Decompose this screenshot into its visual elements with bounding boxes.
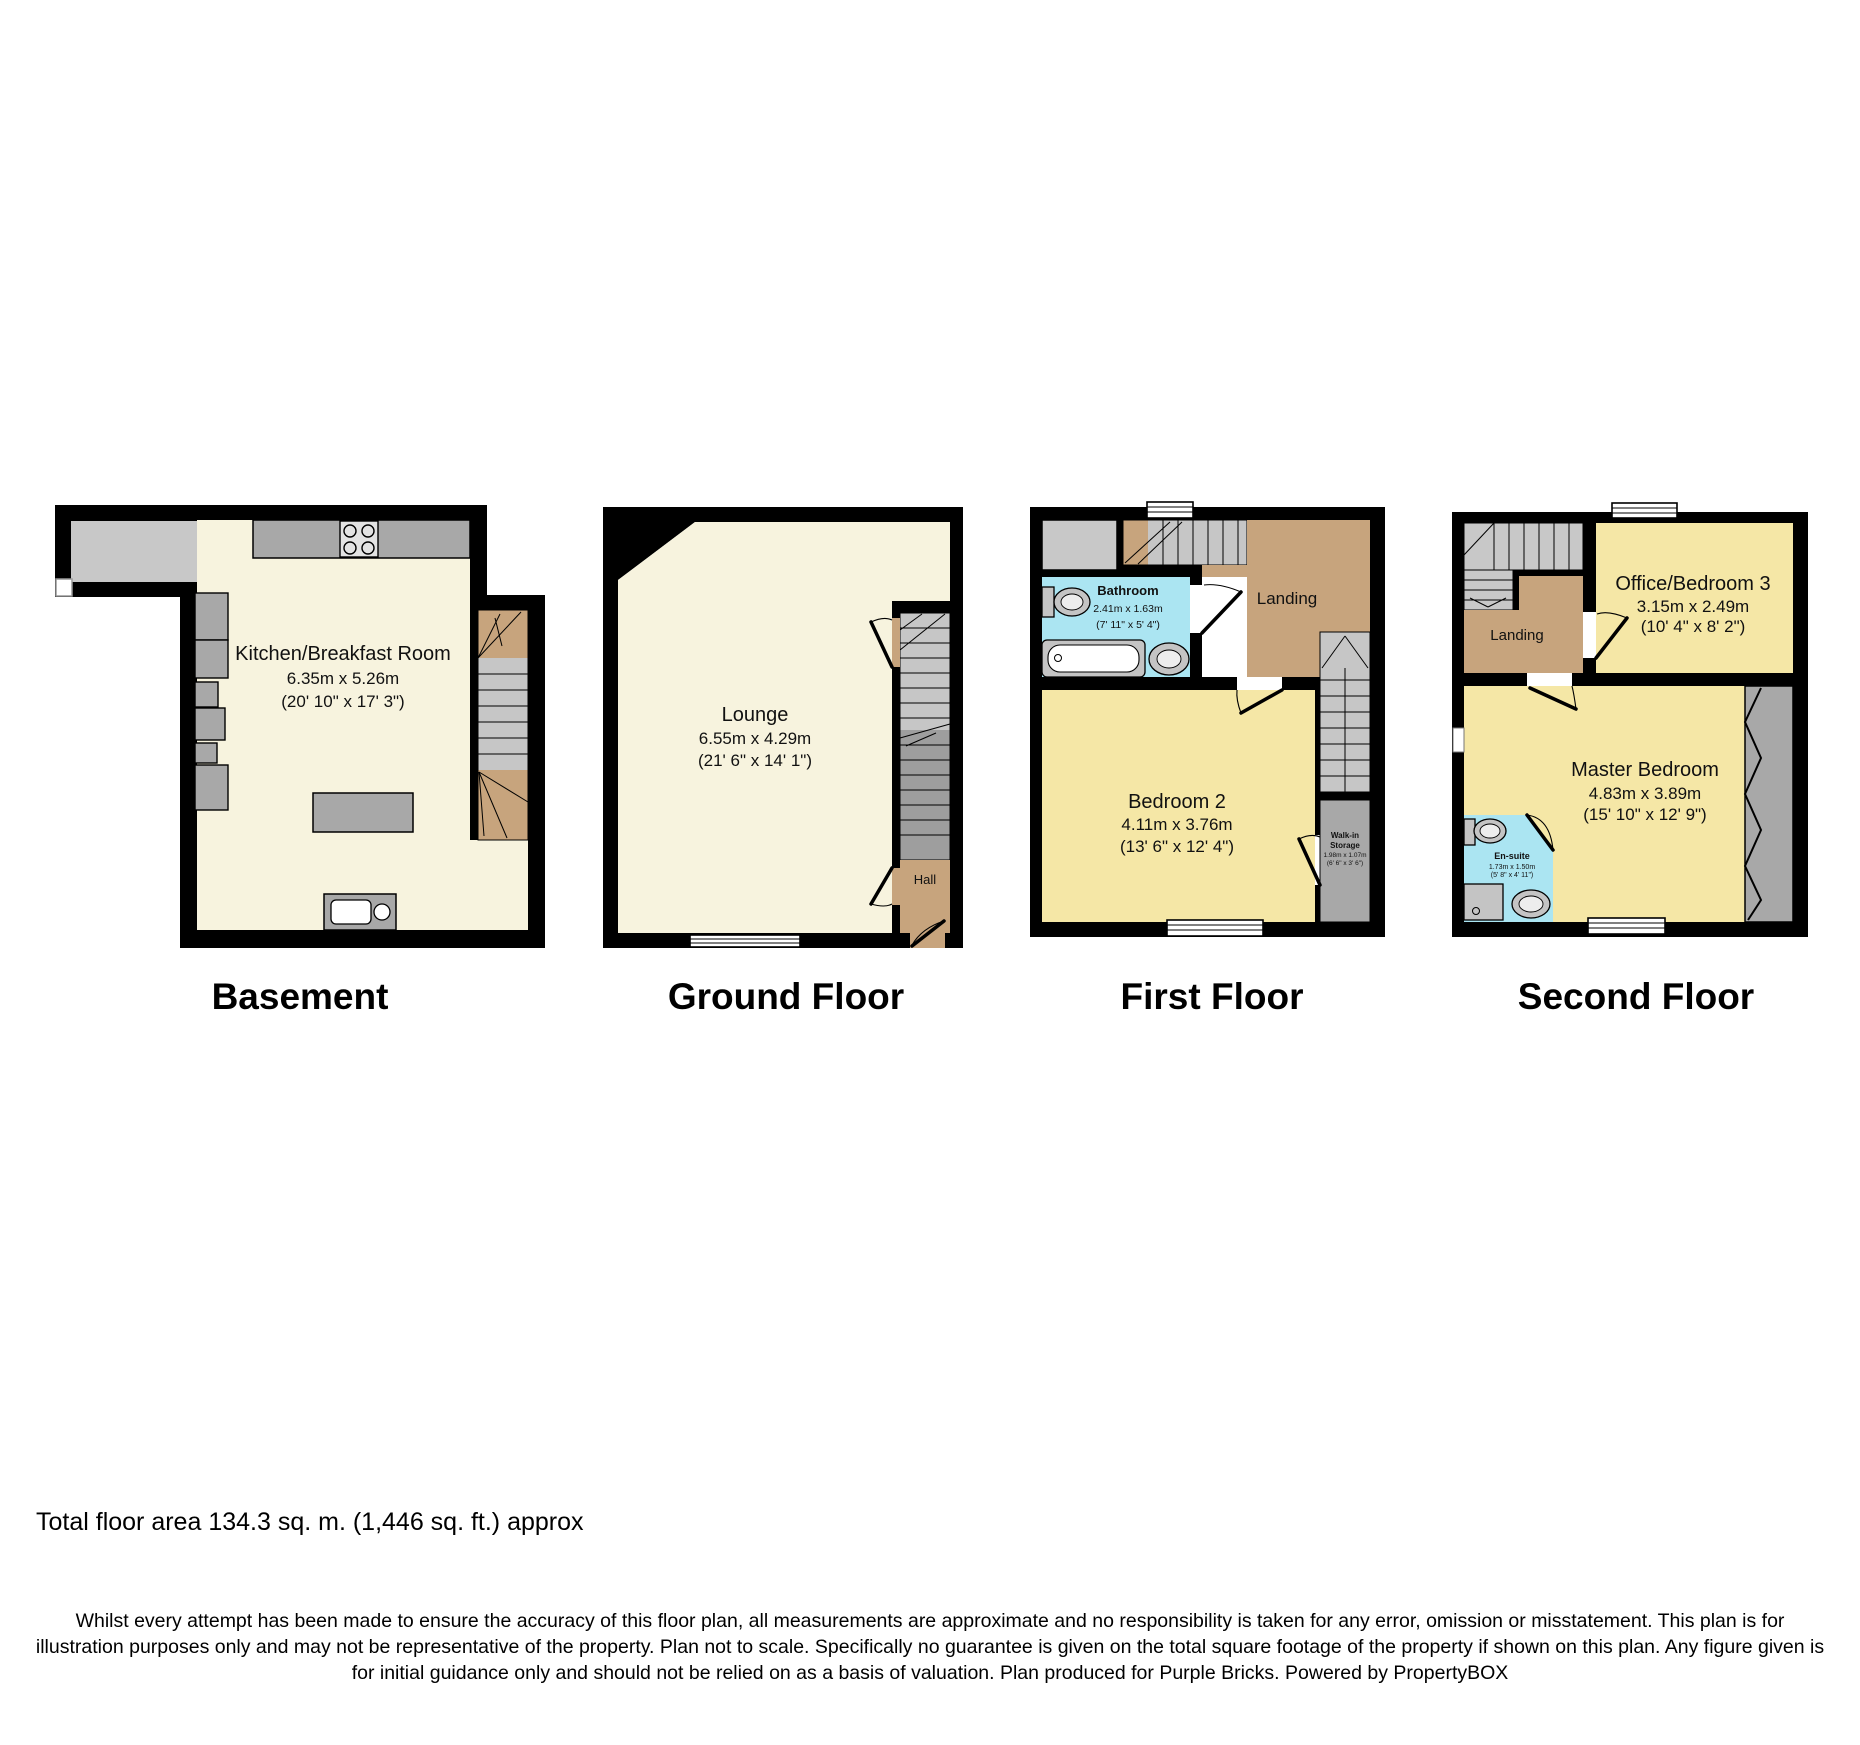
hall-name: Hall [913, 872, 937, 887]
basin-icon [1149, 643, 1189, 675]
storage-dim-ft: (6' 6" x 3' 6") [1326, 860, 1364, 867]
door-bathroom [1202, 585, 1241, 633]
first-staircase-up [1123, 520, 1247, 565]
storage-name-1: Walk-in [1330, 831, 1360, 840]
lounge-dim-ft: (21' 6" x 14' 1") [697, 751, 813, 770]
first-staircase-down [1320, 632, 1370, 792]
bathroom-dim-m: 2.41m x 1.63m [1093, 603, 1163, 615]
window-first-top [1147, 502, 1193, 518]
ensuite-dim-m: 1.73m x 1.50m [1488, 864, 1536, 871]
office-name: Office/Bedroom 3 [1615, 573, 1771, 595]
master-dim-ft: (15' 10" x 12' 9") [1583, 805, 1707, 824]
basement-staircase [478, 610, 528, 840]
window-master [1588, 918, 1665, 934]
disclaimer-text: Whilst every attempt has been made to ensure the accuracy of this floor plan, all measurements are approximate and no responsibility is taken for any error, omission or misstatement. This plan is for illustration purposes only and may not be representative of the property. Plan not to scale. Specifically no guarantee is given on the total square footage of the property if shown on this plan. Any figure given is for initial guidance only and should not be relied on as a basis of valuation. Plan produced for Purple Bricks. Powered by PropertyBOX [35, 1610, 1825, 1685]
toilet-icon [1042, 587, 1090, 617]
office-dim-ft: (10' 4" x 8' 2") [1640, 617, 1746, 636]
kitchen-dim-ft: (20' 10" x 17' 3") [281, 692, 405, 711]
label-first-floor: First Floor [1120, 976, 1304, 1017]
bedroom2-dim-m: 4.11m x 3.76m [1121, 815, 1233, 834]
window-master-side [1453, 728, 1464, 752]
toilet-icon-ensuite [1464, 819, 1506, 845]
bedroom2-dim-ft: (13' 6" x 12' 4") [1119, 837, 1235, 856]
sink-icon [324, 894, 396, 930]
window-lounge [690, 935, 800, 947]
lounge-name: Lounge [721, 704, 789, 726]
second-floorplan [1450, 500, 1820, 950]
kitchen-dim-m: 6.35m x 5.26m [286, 669, 400, 688]
landing-2f-name: Landing [1490, 627, 1544, 644]
master-name: Master Bedroom [1571, 759, 1719, 781]
ground-floorplan [600, 500, 970, 950]
landing-1f-name: Landing [1256, 589, 1318, 608]
master-dim-m: 4.83m x 3.89m [1588, 784, 1702, 803]
first-store-room [1042, 520, 1117, 570]
total-floor-area: Total floor area 134.3 sq. m. (1,446 sq. ft.) approx [36, 1508, 584, 1536]
bathroom-name: Bathroom [1097, 583, 1159, 598]
ensuite-dim-ft: (5' 8" x 4' 11") [1490, 872, 1534, 879]
window-bedroom-2 [1167, 920, 1263, 936]
shower-icon [1464, 884, 1503, 920]
wardrobe-strip [1745, 686, 1793, 922]
landing-connector [1202, 565, 1247, 577]
hob-icon [340, 521, 378, 557]
basement-lightwell [56, 579, 72, 596]
kitchen-name: Kitchen/Breakfast Room [235, 643, 451, 665]
bathroom-dim-ft: (7' 11" x 5' 4") [1096, 619, 1160, 631]
label-second-floor: Second Floor [1517, 976, 1755, 1017]
window-office [1612, 503, 1677, 518]
basin-icon-ensuite [1512, 890, 1550, 918]
bedroom2-name: Bedroom 2 [1128, 791, 1226, 813]
ground-staircase [900, 613, 950, 860]
kitchen-island [313, 793, 413, 832]
kitchen-top-counter [253, 520, 470, 558]
lounge-dim-m: 6.55m x 4.29m [698, 729, 812, 748]
storage-dim-m: 1.98m x 1.07m [1323, 852, 1367, 859]
first-floorplan [1030, 500, 1390, 950]
storage-name-2: Storage [1330, 841, 1360, 850]
office-dim-m: 3.15m x 2.49m [1636, 597, 1750, 616]
label-basement: Basement [211, 976, 389, 1017]
basement-floorplan [55, 500, 555, 950]
label-ground-floor: Ground Floor [667, 976, 905, 1017]
ensuite-name: En-suite [1494, 851, 1530, 861]
bathtub-icon [1042, 640, 1145, 677]
